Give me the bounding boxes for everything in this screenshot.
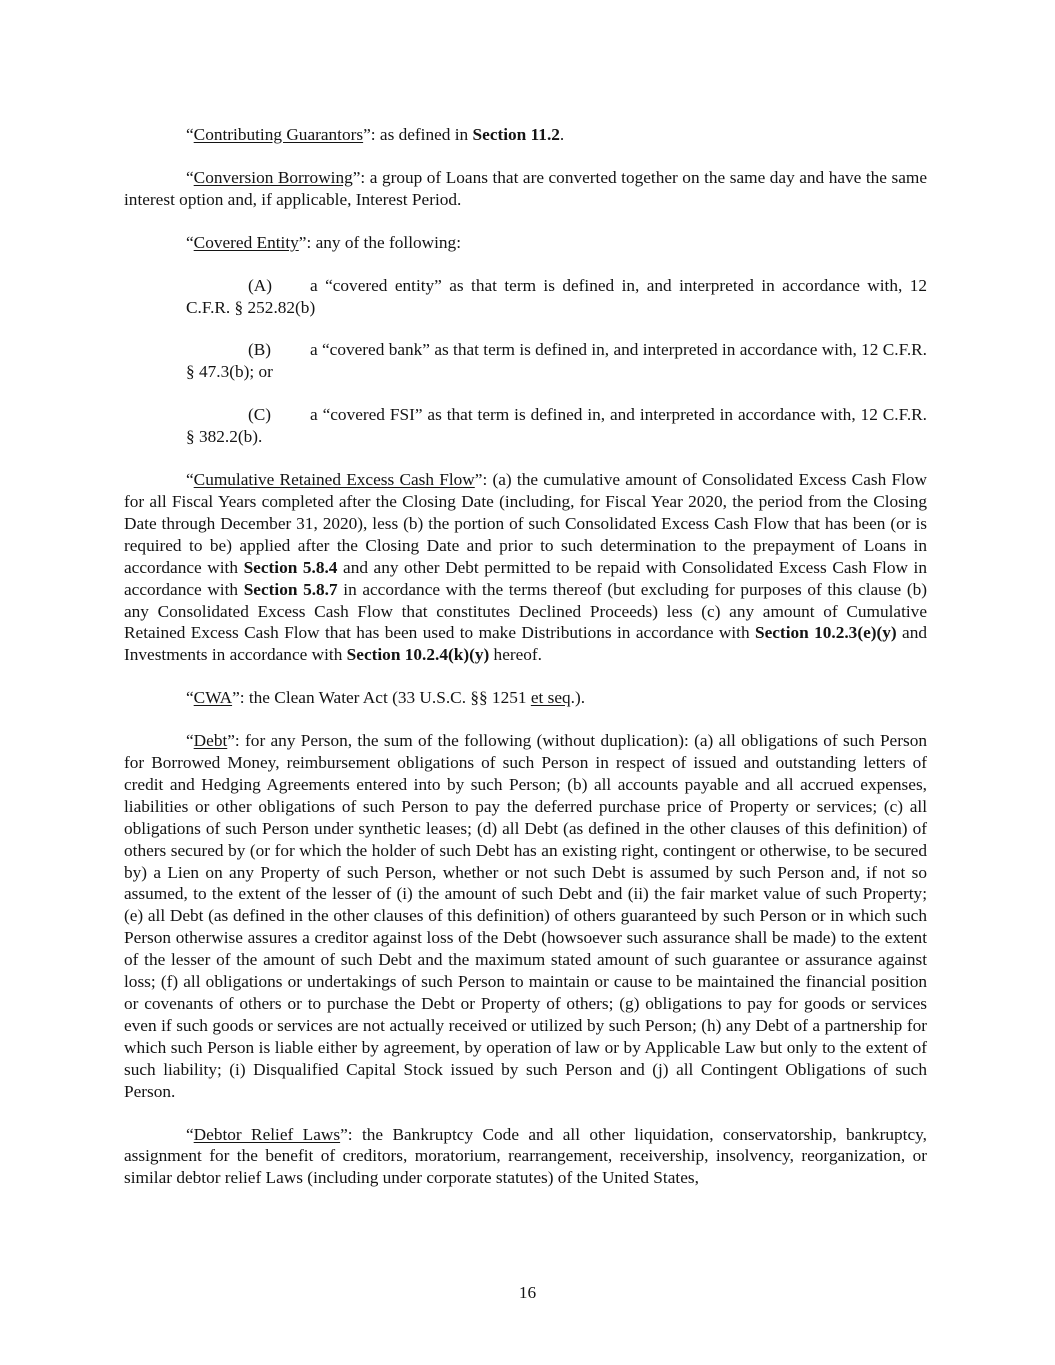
defined-term: Conversion Borrowing [193, 167, 353, 187]
section-reference: Section 10.2.3(e)(y) [754, 623, 897, 643]
item-label: (A) [248, 275, 272, 295]
section-reference: Section 11.2 [472, 125, 560, 144]
page-number: 16 [518, 1283, 537, 1302]
item-label: (C) [248, 405, 272, 425]
section-reference: Section 5.8.4 [243, 557, 338, 577]
definition-cumulative-retained-excess-cash-flow: “Cumulative Retained Excess Cash Flow”: (a) the cumulative amount of Consolidated Excess Cash Flow for all Fiscal Years completed after the Closing Date (including, for Fiscal Year 2020, the period from the Closing Date through December 31, 2020), less (b) the portion of such Consolidated Excess Cash Flow that has been (or is required to be) applied after the Closing Date and prior to such determination to the prepayment of Loans in accordance with Section 5.8.4 and any other Debt permitted to be repaid with Consolidated Excess Cash Flow in accordance with Section 5.8.7 in accordance with the terms thereof (but excluding for purposes of this clause (b) any Consolidated Excess Cash Flow that constitutes Declined Proceeds) less (c) any amount of Cumulative Retained Excess Cash Flow that has been used to make Distributions in accordance with Section 10.2.3(e)(y) and Investments in accordance with Section 10.2.4(k)(y) hereof. [124, 470, 928, 665]
definition-debtor-relief-laws: “Debtor Relief Laws”: the Bankruptcy Code and all other liquidation, conservatorship, bankruptcy, assignment for the benefit of creditors, moratorium, rearrangement, receivership, insolvency, reorganization, or similar debtor relief Laws (including under corporate statutes) of the United States, [124, 1124, 927, 1188]
section-reference: Section 10.2.4(k)(y) [346, 645, 490, 665]
covered-entity-item-c [186, 404, 927, 448]
covered-entity-item-a [186, 275, 927, 319]
defined-term: Cumulative Retained Excess Cash Flow [193, 470, 475, 490]
item-text: a “covered FSI” as that term is defined in, and interpreted in accordance with, 12 C.F.R. § 382.2(b). [186, 405, 927, 447]
definition-debt: “Debt”: for any Person, the sum of the following (without duplication): (a) all obligations of such Person for Borrowed Money, reimbursement obligations of such Person in respect of issued and outstanding letters of credit and Hedging Agreements entered into by such Person; (b) all accounts payable and all accrued expenses, liabilities or other obligations of such Person to pay the deferred purchase price of Property or services; (c) all obligations of such Person under synthetic leases; (d) all Debt (as defined in the other clauses of this definition) of others secured by (or for which the holder of such Debt has an existing right, contingent or otherwise, to be secured by) a Lien on any Property of such Person, whether or not such Debt is assumed by such Person and, if not so assumed, to the extent of the lesser of (i) the amount of such Debt and (ii) the fair market value of such Property; (e) all Debt (as defined in the other clauses of this definition) of others guaranteed by such Person or in which such Person otherwise assures a creditor against loss of the Debt (howsoever such assurance shall be made) to the extent of the lesser of the amount of such Debt and the maximum stated amount of such guarantee or assurance against loss; (f) all obligations or undertakings of such Person to maintain or cause to be maintained the financial position or covenants of others or to purchase the Debt or Property of others; (g) obligations to pay for goods or services even if such goods or services are not actually received or utilized by such Person; (h) any Debt of a partnership for which such Person is liable either by agreement, by operation of law or by Applicable Law but only to the extent of such liability; (i) Disqualified Capital Stock issued by such Person and (j) all Contingent Obligations of such Person. [124, 731, 927, 1101]
item-text: a “covered entity” as that term is defined in, and interpreted in accordance with, 12 C.F.R. § 252.82(b) [186, 275, 927, 317]
item-text: a “covered bank” as that term is defined in, and interpreted in accordance with, 12 C.F.R. § 47.3(b); or [186, 340, 927, 382]
defined-term: Debtor Relief Laws [193, 1124, 341, 1144]
page-body [124, 124, 927, 1210]
defined-term: Debt [193, 731, 228, 751]
defined-term: Contributing Guarantors [193, 125, 364, 144]
defined-term: Covered Entity [193, 232, 299, 252]
definition-cwa: “CWA”: the Clean Water Act (33 U.S.C. §§ 1251 et seq.). [186, 688, 586, 708]
covered-entity-item-b [186, 339, 927, 383]
definition-contributing-guarantors: “Contributing Guarantors”: as defined in Section 11.2. [186, 125, 565, 144]
definition-covered-entity: “Covered Entity”: any of the following: [186, 232, 461, 252]
defined-term: CWA [193, 688, 233, 708]
section-reference: Section 5.8.7 [243, 579, 338, 599]
item-label: (B) [248, 340, 272, 360]
et-seq: et seq [530, 688, 571, 708]
definition-conversion-borrowing: “Conversion Borrowing”: a group of Loans that are converted together on the same day and have the same interest option and, if applicable, Interest Period. [124, 167, 928, 209]
